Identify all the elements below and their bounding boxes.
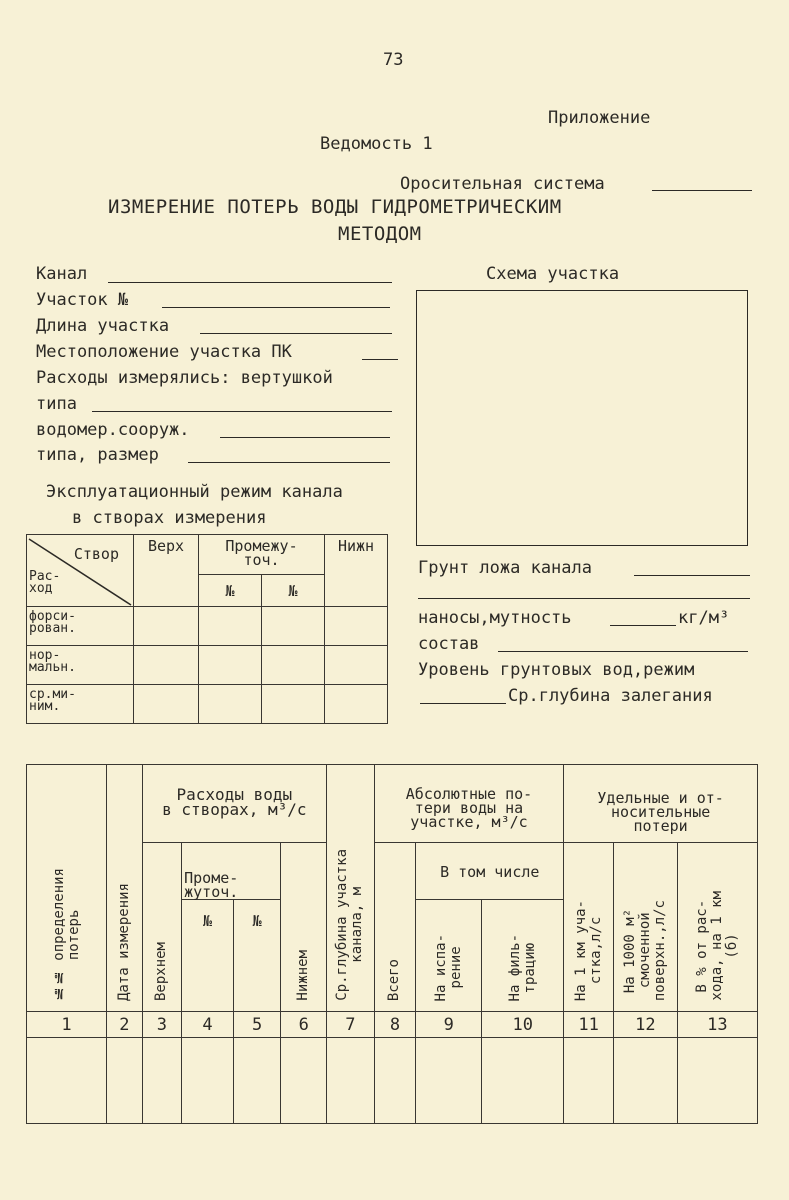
data-cell[interactable] — [416, 1038, 482, 1124]
regime-cell[interactable] — [262, 646, 325, 685]
data-cell[interactable] — [613, 1038, 677, 1124]
field-water-meter: водомер.сооруж. — [36, 420, 190, 440]
data-cell[interactable] — [677, 1038, 757, 1124]
sediment-line[interactable] — [610, 625, 676, 626]
sediment-unit: кг/м³ — [678, 608, 730, 628]
field-type-line[interactable] — [92, 411, 392, 412]
regime-cell[interactable] — [262, 685, 325, 724]
field-canal-line[interactable] — [108, 282, 392, 283]
regime-title-1: Эксплуатационный режим канала — [46, 482, 343, 502]
regime-title-2: в створах измерения — [72, 508, 267, 528]
avg-depth-label: Ср.глубина залегания — [508, 686, 713, 706]
regime-col-mid: Промежу- точ. — [199, 535, 325, 575]
flows-header: Расходы воды в створах, м³/с — [142, 765, 326, 843]
field-location-line[interactable] — [362, 359, 398, 360]
data-cell[interactable] — [482, 1038, 564, 1124]
regime-row-label: форси- рован. — [27, 607, 134, 646]
col-evap-text: На испа- рение — [432, 933, 464, 1001]
regime-cell[interactable] — [262, 607, 325, 646]
regime-cell[interactable] — [134, 685, 199, 724]
title-line2: МЕТОДОМ — [338, 223, 422, 245]
col-total-text: Всего — [386, 958, 403, 1001]
col-per-km — [564, 843, 614, 1012]
appendix-label: Приложение — [548, 108, 651, 128]
regime-no-2: № — [262, 575, 325, 607]
data-cell[interactable] — [327, 1038, 375, 1124]
regime-cell[interactable] — [199, 607, 262, 646]
scheme-box — [416, 290, 748, 546]
corner-top-label: Створ — [73, 545, 119, 563]
field-canal: Канал — [36, 264, 88, 284]
title-line1: ИЗМЕРЕНИЕ ПОТЕРЬ ВОДЫ ГИДРОМЕТРИЧЕСКИМ — [108, 196, 562, 218]
col-number: 6 — [281, 1012, 327, 1038]
data-cell[interactable] — [142, 1038, 182, 1124]
page-number: 73 — [383, 50, 404, 70]
field-section-length: Длина участка — [36, 316, 170, 336]
composition-line[interactable] — [498, 651, 748, 652]
col-percent — [677, 843, 757, 1012]
col-number: 13 — [677, 1012, 757, 1038]
col-date-text: Дата измерения — [115, 882, 132, 1001]
col-number: 4 — [182, 1012, 234, 1038]
field-section-no: Участок № — [36, 290, 129, 310]
intermediate-header: Проме- жуточ. — [182, 843, 281, 900]
col-percent-text: В % от рас- хода, на 1 км (б) — [693, 891, 740, 1001]
statement-label: Ведомость 1 — [320, 134, 433, 154]
col-depth — [327, 765, 375, 1012]
col-number: 11 — [564, 1012, 614, 1038]
col-filtr-text: На филь- трацию — [506, 933, 538, 1001]
col-per-1000-text: На 1000 м² смоченной поверхн.,л/с — [621, 899, 668, 1001]
regime-table — [26, 534, 388, 724]
col-lower-text: Нижнем — [295, 950, 312, 1001]
regime-cell[interactable] — [199, 646, 262, 685]
col-filtr — [482, 900, 564, 1012]
regime-cell[interactable] — [134, 646, 199, 685]
col-number: 3 — [142, 1012, 182, 1038]
field-section-no-line[interactable] — [162, 307, 390, 308]
col-number: 10 — [482, 1012, 564, 1038]
regime-row-label: ср.ми- ним. — [27, 685, 134, 724]
field-flow-measured: Расходы измерялись: вертушкой — [36, 368, 333, 388]
irrigation-system-label: Оросительная система — [400, 174, 605, 194]
col-per-km-text: На 1 км уча- стка,л/с — [572, 899, 604, 1001]
col-number: 9 — [416, 1012, 482, 1038]
col-per-1000 — [613, 843, 677, 1012]
field-section-length-line[interactable] — [200, 333, 392, 334]
col-number: 8 — [374, 1012, 416, 1038]
including-header: В том числе — [416, 843, 564, 900]
regime-corner-cell — [27, 535, 134, 607]
regime-cell[interactable] — [134, 607, 199, 646]
col-date — [107, 765, 142, 1012]
col-depth-text: Ср.глубина участка канала, м — [334, 849, 366, 1001]
data-cell[interactable] — [27, 1038, 107, 1124]
data-cell[interactable] — [374, 1038, 416, 1124]
col-number: 7 — [327, 1012, 375, 1038]
col-loss-no-text: №№ определения потерь — [50, 867, 82, 1001]
data-cell[interactable] — [107, 1038, 142, 1124]
spec-header: Удельные и от- носительные потери — [564, 765, 758, 843]
regime-cell[interactable] — [325, 685, 388, 724]
soil-bed-label: Грунт ложа канала — [418, 558, 592, 578]
scheme-title: Схема участка — [486, 264, 620, 284]
data-cell[interactable] — [182, 1038, 234, 1124]
regime-cell[interactable] — [325, 646, 388, 685]
avg-depth-line[interactable] — [420, 703, 506, 704]
regime-col-upper: Верх — [134, 535, 199, 607]
groundwater-label: Уровень грунтовых вод,режим — [418, 660, 695, 680]
regime-col-lower: Нижн — [325, 535, 388, 607]
regime-cell[interactable] — [325, 607, 388, 646]
col-total — [374, 843, 416, 1012]
field-type-size: типа, размер — [36, 445, 159, 465]
col-loss-no — [27, 765, 107, 1012]
field-type: типа — [36, 394, 77, 414]
regime-cell[interactable] — [199, 685, 262, 724]
field-water-meter-line[interactable] — [220, 437, 390, 438]
col-upper-text: Верхнем — [153, 941, 170, 1001]
field-location: Местоположение участка ПК — [36, 342, 292, 362]
soil-bed-line[interactable] — [634, 575, 750, 576]
abs-header: Абсолютные по- тери воды на участке, м³/с — [374, 765, 564, 843]
soil-bed-line-2[interactable] — [418, 598, 750, 599]
col-no-4: № — [182, 900, 234, 1012]
col-upper — [142, 843, 182, 1012]
irrigation-system-line — [652, 190, 752, 191]
regime-no-1: № — [199, 575, 262, 607]
sediment-label: наносы,мутность — [418, 608, 572, 628]
col-number: 1 — [27, 1012, 107, 1038]
col-no-5: № — [233, 900, 281, 1012]
field-type-size-line[interactable] — [188, 462, 390, 463]
col-number: 5 — [233, 1012, 281, 1038]
composition-label: состав — [418, 634, 480, 654]
regime-row-label: нор- мальн. — [27, 646, 134, 685]
data-cell[interactable] — [564, 1038, 614, 1124]
col-lower — [281, 843, 327, 1012]
col-number: 2 — [107, 1012, 142, 1038]
col-evap — [416, 900, 482, 1012]
corner-bottom-label: Рас- ход — [29, 569, 61, 596]
col-number: 12 — [613, 1012, 677, 1038]
main-table — [26, 764, 758, 1124]
data-cell[interactable] — [233, 1038, 281, 1124]
data-cell[interactable] — [281, 1038, 327, 1124]
